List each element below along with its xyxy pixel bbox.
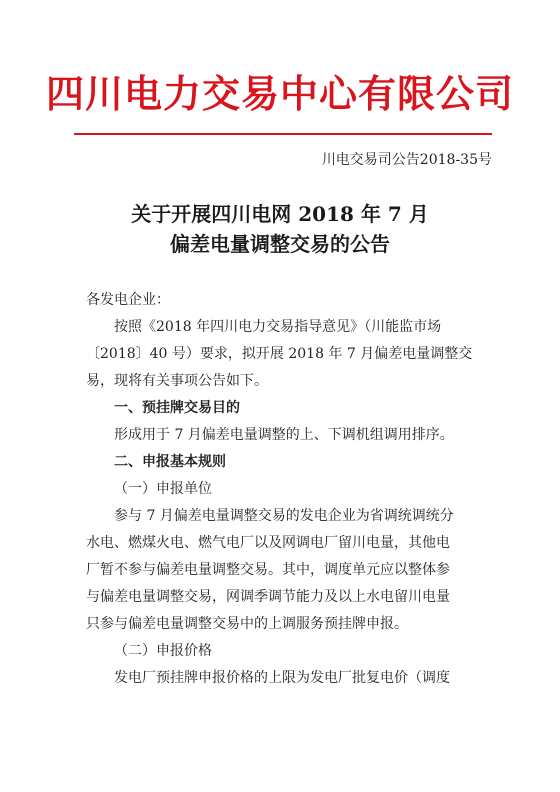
intro-line-2: 〔2018〕40 号）要求，拟开展 2018 年 7 月偏差电量调整交 <box>86 346 473 362</box>
salutation: 各发电企业： <box>86 292 170 308</box>
section-1-text: 形成用于 7 月偏差电量调整的上、下调机组调用排序。 <box>114 427 454 443</box>
subsection-1-heading: （一）申报单位 <box>114 481 212 497</box>
document-number: 川电交易司公告2018-35号 <box>321 152 492 168</box>
section-1-heading: 一、预挂牌交易目的 <box>114 400 240 416</box>
subsection-1-line-1: 参与 7 月偏差电量调整交易的发电企业为省调统调统分 <box>114 508 454 524</box>
section-2-heading: 二、申报基本规则 <box>114 454 226 470</box>
title-line-1: 关于开展四川电网 2018 年 7 月 <box>131 202 429 226</box>
org-title: 四川电力交易中心有限公司 <box>45 71 514 116</box>
subsection-1-line-5: 只参与偏差电量调整交易中的上调服务预挂牌申报。 <box>86 616 408 632</box>
intro-line-1: 按照《2018 年四川电力交易指导意见》（川能监市场 <box>114 319 442 335</box>
subsection-1-line-4: 与偏差电量调整交易，网调季调节能力及以上水电留川电量 <box>86 589 450 605</box>
title-line-2: 偏差电量调整交易的公告 <box>170 232 390 256</box>
subsection-1-line-3: 厂暂不参与偏差电量调整交易。其中，调度单元应以整体参 <box>86 562 450 578</box>
subsection-2-heading: （二）申报价格 <box>114 643 212 659</box>
subsection-2-line-1: 发电厂预挂牌申报价格的上限为发电厂批复电价（调度 <box>114 670 450 686</box>
header-divider <box>74 133 492 135</box>
intro-line-3: 易，现将有关事项公告如下。 <box>86 373 268 389</box>
document-title <box>0 199 560 259</box>
document-body <box>86 287 488 692</box>
subsection-1-line-2: 水电、燃煤火电、燃气电厂以及网调电厂留川电量，其他电 <box>86 535 450 551</box>
